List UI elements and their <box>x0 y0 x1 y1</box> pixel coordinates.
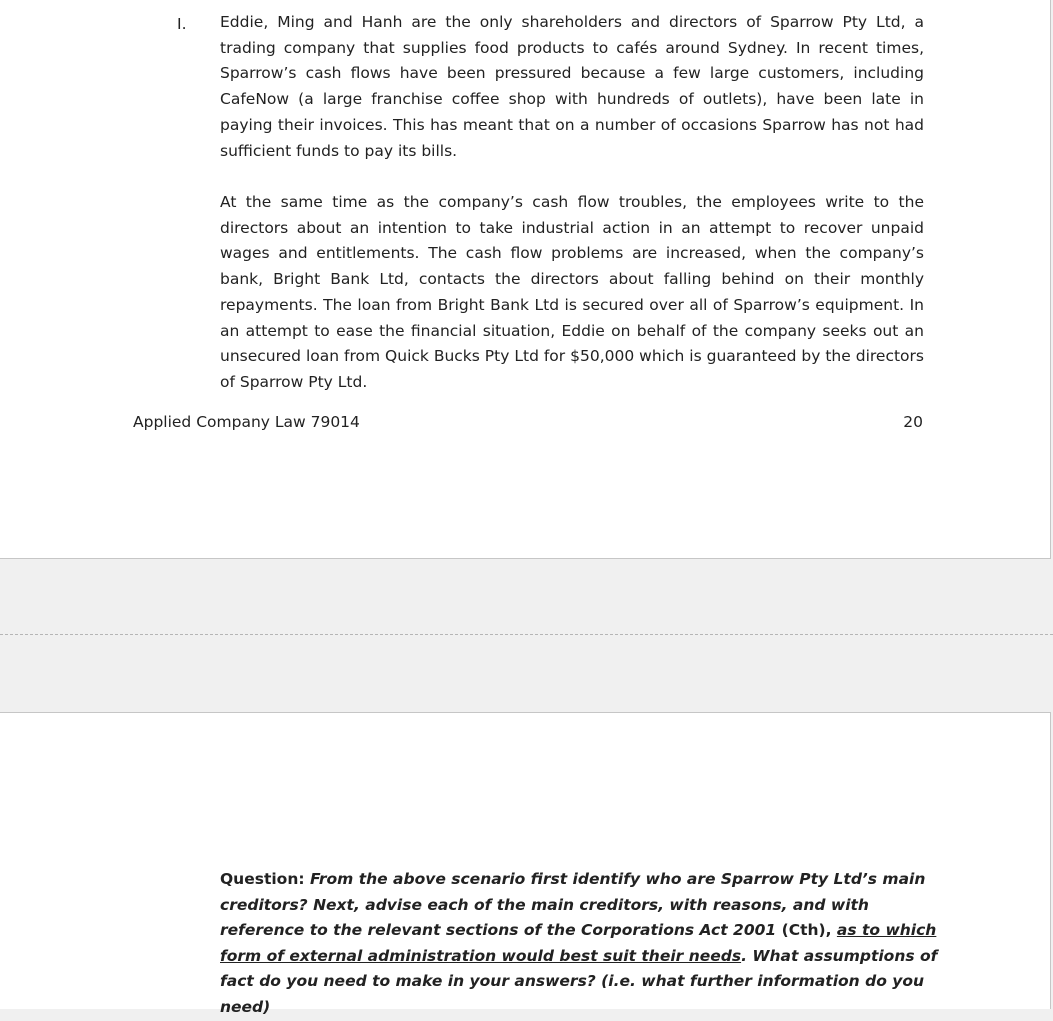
scenario-paragraph-2: At the same time as the company’s cash flow troubles, the employees write to the directors about an intention to take industrial action in an attempt to recover unpaid wages and entitlements. The cash flow problems are increased, when the company’s bank, Bright Bank Ltd, contacts the directors about falling behind on their monthly repayments. The loan from Bright Bank Ltd is secured over all of Sparrow’s equipment. In an attempt to ease the financial situation, Eddie on behalf of the company seeks out an unsecured loan from Quick Bucks Pty Ltd for $50,000 which is guaranteed by the directors of Sparrow Pty Ltd. <box>220 193 924 391</box>
footer-page-number: 20 <box>903 413 923 431</box>
question-text-part1: From the above scenario first identify who are Sparrow Pty Ltd’s main creditors? Next, advise each of the main creditors, with reasons, and with reference to the relevant sections of the <box>220 870 926 940</box>
question-underlined-text: as to which form of external administration would best suit their needs <box>220 921 937 965</box>
question-cth: (Cth), <box>781 921 832 940</box>
question-text-part2: . What assumptions of fact do you need to make in your answers? (i.e. what further information do you need) <box>220 946 938 1016</box>
question-label: Question: <box>220 870 305 888</box>
page-break-divider <box>0 634 1053 635</box>
item-number: I. <box>177 15 187 33</box>
document-page-2 <box>0 712 1051 1016</box>
footer-course-title: Applied Company Law 79014 <box>133 413 360 431</box>
scenario-paragraph-1: Eddie, Ming and Hanh are the only shareholders and directors of Sparrow Pty Ltd, a trading company that supplies food products to cafés around Sydney. In recent times, Sparrow’s cash flows have been pressured because a few large customers, including CafeNow (a large franchise coffee shop with hundreds of outlets), have been late in paying their invoices. This has meant that on a number of occasions Sparrow has not had sufficient funds to pay its bills. <box>220 13 924 160</box>
question-paragraph <box>220 867 940 1021</box>
question-act-name: Corporations Act 2001 <box>581 921 777 940</box>
